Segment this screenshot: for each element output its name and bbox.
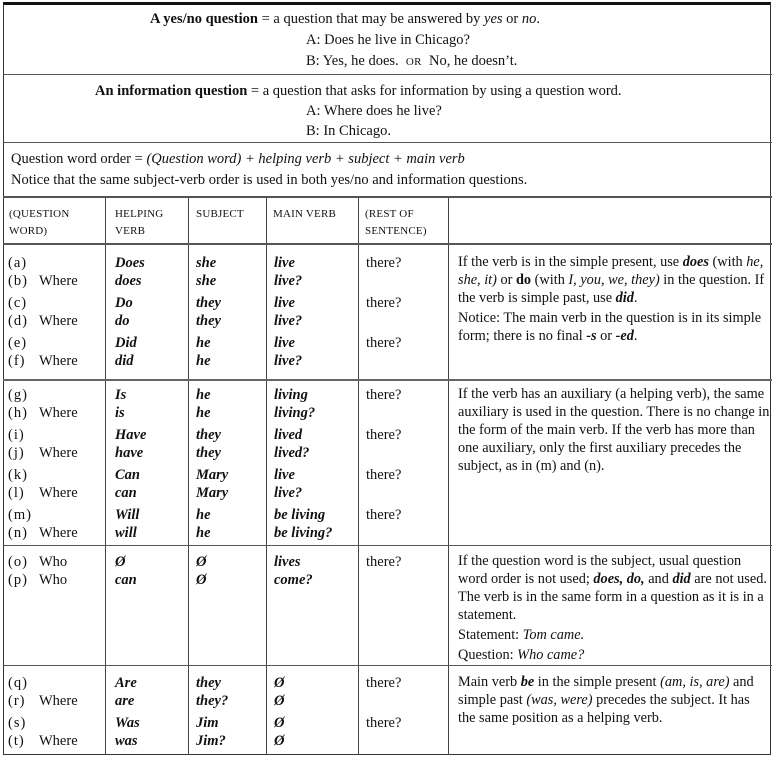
explanation-paragraph <box>458 253 770 307</box>
helping-verb: Does <box>115 255 145 271</box>
subject: Ø <box>196 554 207 570</box>
emphasis-text: he, she, it) <box>458 254 764 288</box>
explanation-text: If the verb is in the simple present, use <box>458 254 683 270</box>
subject: he <box>196 405 211 421</box>
explanation-text: . <box>633 290 638 306</box>
main-verb: Ø <box>274 693 285 709</box>
definition-text: = a question that may be answered by <box>257 11 485 27</box>
subject: he <box>196 525 211 541</box>
explanation-text: (with <box>708 254 747 270</box>
explanation-text: are not used. The verb is in the same form in a question as it is in a statement. <box>458 571 767 623</box>
helping-verb: is <box>115 405 125 421</box>
main-verb: Ø <box>274 733 285 749</box>
no-word: no <box>521 11 537 27</box>
subject: they <box>196 445 221 461</box>
period: . <box>536 11 540 27</box>
header-line: MAIN VERB <box>273 208 337 220</box>
word-order-notice: Notice that the same subject-verb order is used in both yes/no and information questions. <box>11 172 528 188</box>
yes-no-definition-line <box>150 9 540 30</box>
main-verb: Ø <box>274 675 285 691</box>
emphasis-text: be <box>520 674 535 690</box>
explanation-paragraph <box>458 626 770 644</box>
explanation-text: precedes the subject. It has the same position as a helping verb. <box>458 692 750 726</box>
explanation-text: and simple past <box>458 674 754 708</box>
main-verb: live? <box>274 485 303 501</box>
example-label: (k) <box>8 467 28 483</box>
subject: Mary <box>196 467 229 483</box>
explanation-text: Statement: <box>458 627 523 643</box>
main-verb: live <box>274 255 295 271</box>
subject: they <box>196 313 221 329</box>
info-example-b: B: In Chicago. <box>306 123 391 139</box>
example-label: (s) <box>8 715 27 731</box>
main-verb: live <box>274 295 295 311</box>
question-word: Where <box>39 405 78 421</box>
example-label: (q) <box>8 675 28 691</box>
question-word: Where <box>39 313 78 329</box>
helping-verb: Can <box>115 467 140 483</box>
explanation-text: . <box>633 328 638 344</box>
helping-verb: did <box>115 353 134 369</box>
explanation-text: If the verb has an auxiliary (a helping verb), the same auxiliary is used in the question. There is no change in the form of the main verb. If the verb has more than one auxiliary, only the first auxiliary precedes the subject, as in (m) and (n). <box>458 386 770 474</box>
explanation <box>458 253 770 347</box>
example-a: A: Does he live in Chicago? <box>306 32 470 48</box>
header-line: HELPING <box>115 208 164 220</box>
explanation-paragraph <box>458 552 770 624</box>
header-line: SUBJECT <box>196 208 244 220</box>
yes-no-definition <box>3 2 772 75</box>
example-label: (t) <box>8 733 25 749</box>
subject: they <box>196 675 221 691</box>
example-label: (d) <box>8 313 28 329</box>
rest-of-sentence: there? <box>366 427 402 443</box>
main-verb: lived? <box>274 445 310 461</box>
example-label: (p) <box>8 572 28 588</box>
explanation-text: Question: <box>458 647 518 663</box>
word-order-pattern: (Question word) + helping verb + subject + main verb <box>146 151 465 167</box>
example-label: (m) <box>8 507 32 523</box>
emphasis-text: (was, were) <box>526 692 593 708</box>
emphasis-text: did <box>615 290 634 306</box>
explanation <box>458 673 770 729</box>
question-word: Where <box>39 485 78 501</box>
explanation-text: and <box>644 571 673 587</box>
rest-of-sentence: there? <box>366 295 402 311</box>
example-b-yes: B: Yes, he does. <box>306 53 399 69</box>
main-verb: be living? <box>274 525 333 541</box>
main-verb: be living <box>274 507 326 523</box>
subject: Ø <box>196 572 207 588</box>
info-term: An information question <box>95 83 248 99</box>
subject: they? <box>196 693 229 709</box>
information-question-definition <box>3 75 772 143</box>
question-word: Who <box>39 572 68 588</box>
explanation-text: Main verb <box>458 674 521 690</box>
main-verb: lives <box>274 554 301 570</box>
question-word: Where <box>39 445 78 461</box>
main-verb: live? <box>274 273 303 289</box>
example-label: (a) <box>8 255 28 271</box>
rest-of-sentence: there? <box>366 467 402 483</box>
emphasis-text: Tom came. <box>522 627 585 643</box>
helping-verb: Was <box>115 715 140 731</box>
subject: they <box>196 427 221 443</box>
helping-verb: do <box>115 313 130 329</box>
example-label: (o) <box>8 554 28 570</box>
header-line: WORD) <box>9 225 48 237</box>
info-definition-line <box>95 81 622 102</box>
or-label: OR <box>405 56 422 68</box>
yes-no-term: A yes/no question <box>150 11 258 27</box>
explanation-text: or <box>596 328 616 344</box>
question-word: Who <box>39 554 68 570</box>
main-verb: come? <box>274 572 313 588</box>
main-verb: lived <box>274 427 303 443</box>
example-label: (c) <box>8 295 28 311</box>
yes-word: yes <box>484 11 503 27</box>
question-word: Where <box>39 525 78 541</box>
group-auxiliary <box>3 378 772 546</box>
explanation-text: Notice: The main verb in the question is in its simple form; there is no final <box>458 310 762 344</box>
helping-verb: are <box>115 693 135 709</box>
subject: he <box>196 507 211 523</box>
subject: she <box>196 255 217 271</box>
explanation-text: in the question. If the verb is simple past, use <box>458 272 765 306</box>
helping-verb: Do <box>115 295 133 311</box>
rest-of-sentence: there? <box>366 715 402 731</box>
example-label: (i) <box>8 427 25 443</box>
emphasis-text: -ed <box>615 328 634 344</box>
rest-of-sentence: there? <box>366 507 402 523</box>
or-text: or <box>502 11 522 27</box>
example-label: (e) <box>8 335 28 351</box>
explanation-text: in the simple present <box>534 674 661 690</box>
helping-verb: Will <box>115 507 140 523</box>
explanation-paragraph <box>458 673 770 727</box>
example-label: (j) <box>8 445 25 461</box>
header-line: VERB <box>115 225 146 237</box>
question-word: Where <box>39 693 78 709</box>
info-definition-text: = a question that asks for information by using a question word. <box>247 83 622 99</box>
explanation-paragraph <box>458 385 770 475</box>
explanation-paragraph <box>458 309 770 345</box>
main-verb: living <box>274 387 308 403</box>
question-word: Where <box>39 353 78 369</box>
example-b-no: No, he doesn’t. <box>429 53 518 69</box>
emphasis-text: -s <box>586 328 597 344</box>
emphasis-text: Who came? <box>517 647 585 663</box>
explanation <box>458 552 770 666</box>
helping-verb: does <box>115 273 142 289</box>
rest-of-sentence: there? <box>366 335 402 351</box>
explanation-text: or <box>496 272 516 288</box>
rest-of-sentence: there? <box>366 675 402 691</box>
example-label: (r) <box>8 693 26 709</box>
helping-verb: have <box>115 445 144 461</box>
example-label: (g) <box>8 387 28 403</box>
main-verb: live? <box>274 353 303 369</box>
subject: he <box>196 335 211 351</box>
emphasis-text: (am, is, are) <box>660 674 730 690</box>
helping-verb: can <box>115 572 137 588</box>
emphasis-text: does <box>682 254 709 270</box>
group-simple-present-past <box>3 244 772 381</box>
helping-verb: can <box>115 485 137 501</box>
header-line: SENTENCE) <box>365 225 427 237</box>
rest-of-sentence: there? <box>366 554 402 570</box>
word-order-formula <box>11 149 465 170</box>
header-line: (QUESTION <box>9 208 70 220</box>
emphasis-text: does, do, <box>593 571 645 587</box>
subject: he <box>196 387 211 403</box>
group-main-verb-be <box>3 665 772 755</box>
rest-of-sentence: there? <box>366 387 402 403</box>
main-verb: living? <box>274 405 316 421</box>
example-b <box>306 51 517 73</box>
helping-verb: Is <box>115 387 127 403</box>
main-verb: live <box>274 467 295 483</box>
info-example-a: A: Where does he live? <box>306 103 442 119</box>
helping-verb: Did <box>115 335 137 351</box>
subject: Jim? <box>196 733 226 749</box>
example-label: (b) <box>8 273 28 289</box>
subject: they <box>196 295 221 311</box>
helping-verb: was <box>115 733 138 749</box>
question-word-order <box>3 143 772 197</box>
header-row <box>3 197 772 244</box>
header-line: (REST OF <box>365 208 414 220</box>
main-verb: Ø <box>274 715 285 731</box>
main-verb: live? <box>274 313 303 329</box>
example-label: (l) <box>8 485 25 501</box>
word-order-label: Question word order = <box>11 151 147 167</box>
example-label: (h) <box>8 405 28 421</box>
explanation <box>458 385 770 477</box>
explanation-text: (with <box>531 272 569 288</box>
question-word: Where <box>39 733 78 749</box>
rest-of-sentence: there? <box>366 255 402 271</box>
subject: Mary <box>196 485 229 501</box>
helping-verb: Ø <box>115 554 126 570</box>
subject: she <box>196 273 217 289</box>
explanation-text: If the question word is the subject, usual question word order is not used; <box>458 553 742 587</box>
question-word: Where <box>39 273 78 289</box>
explanation-paragraph <box>458 646 770 664</box>
example-label: (n) <box>8 525 28 541</box>
main-verb: live <box>274 335 295 351</box>
example-label: (f) <box>8 353 26 369</box>
emphasis-text: did <box>672 571 691 587</box>
emphasis-text: do <box>515 272 532 288</box>
helping-verb: Are <box>115 675 137 691</box>
emphasis-text: I, you, we, they) <box>568 272 660 288</box>
helping-verb: Have <box>115 427 147 443</box>
subject: Jim <box>196 715 219 731</box>
subject: he <box>196 353 211 369</box>
helping-verb: will <box>115 525 137 541</box>
group-question-word-subject <box>3 545 772 666</box>
